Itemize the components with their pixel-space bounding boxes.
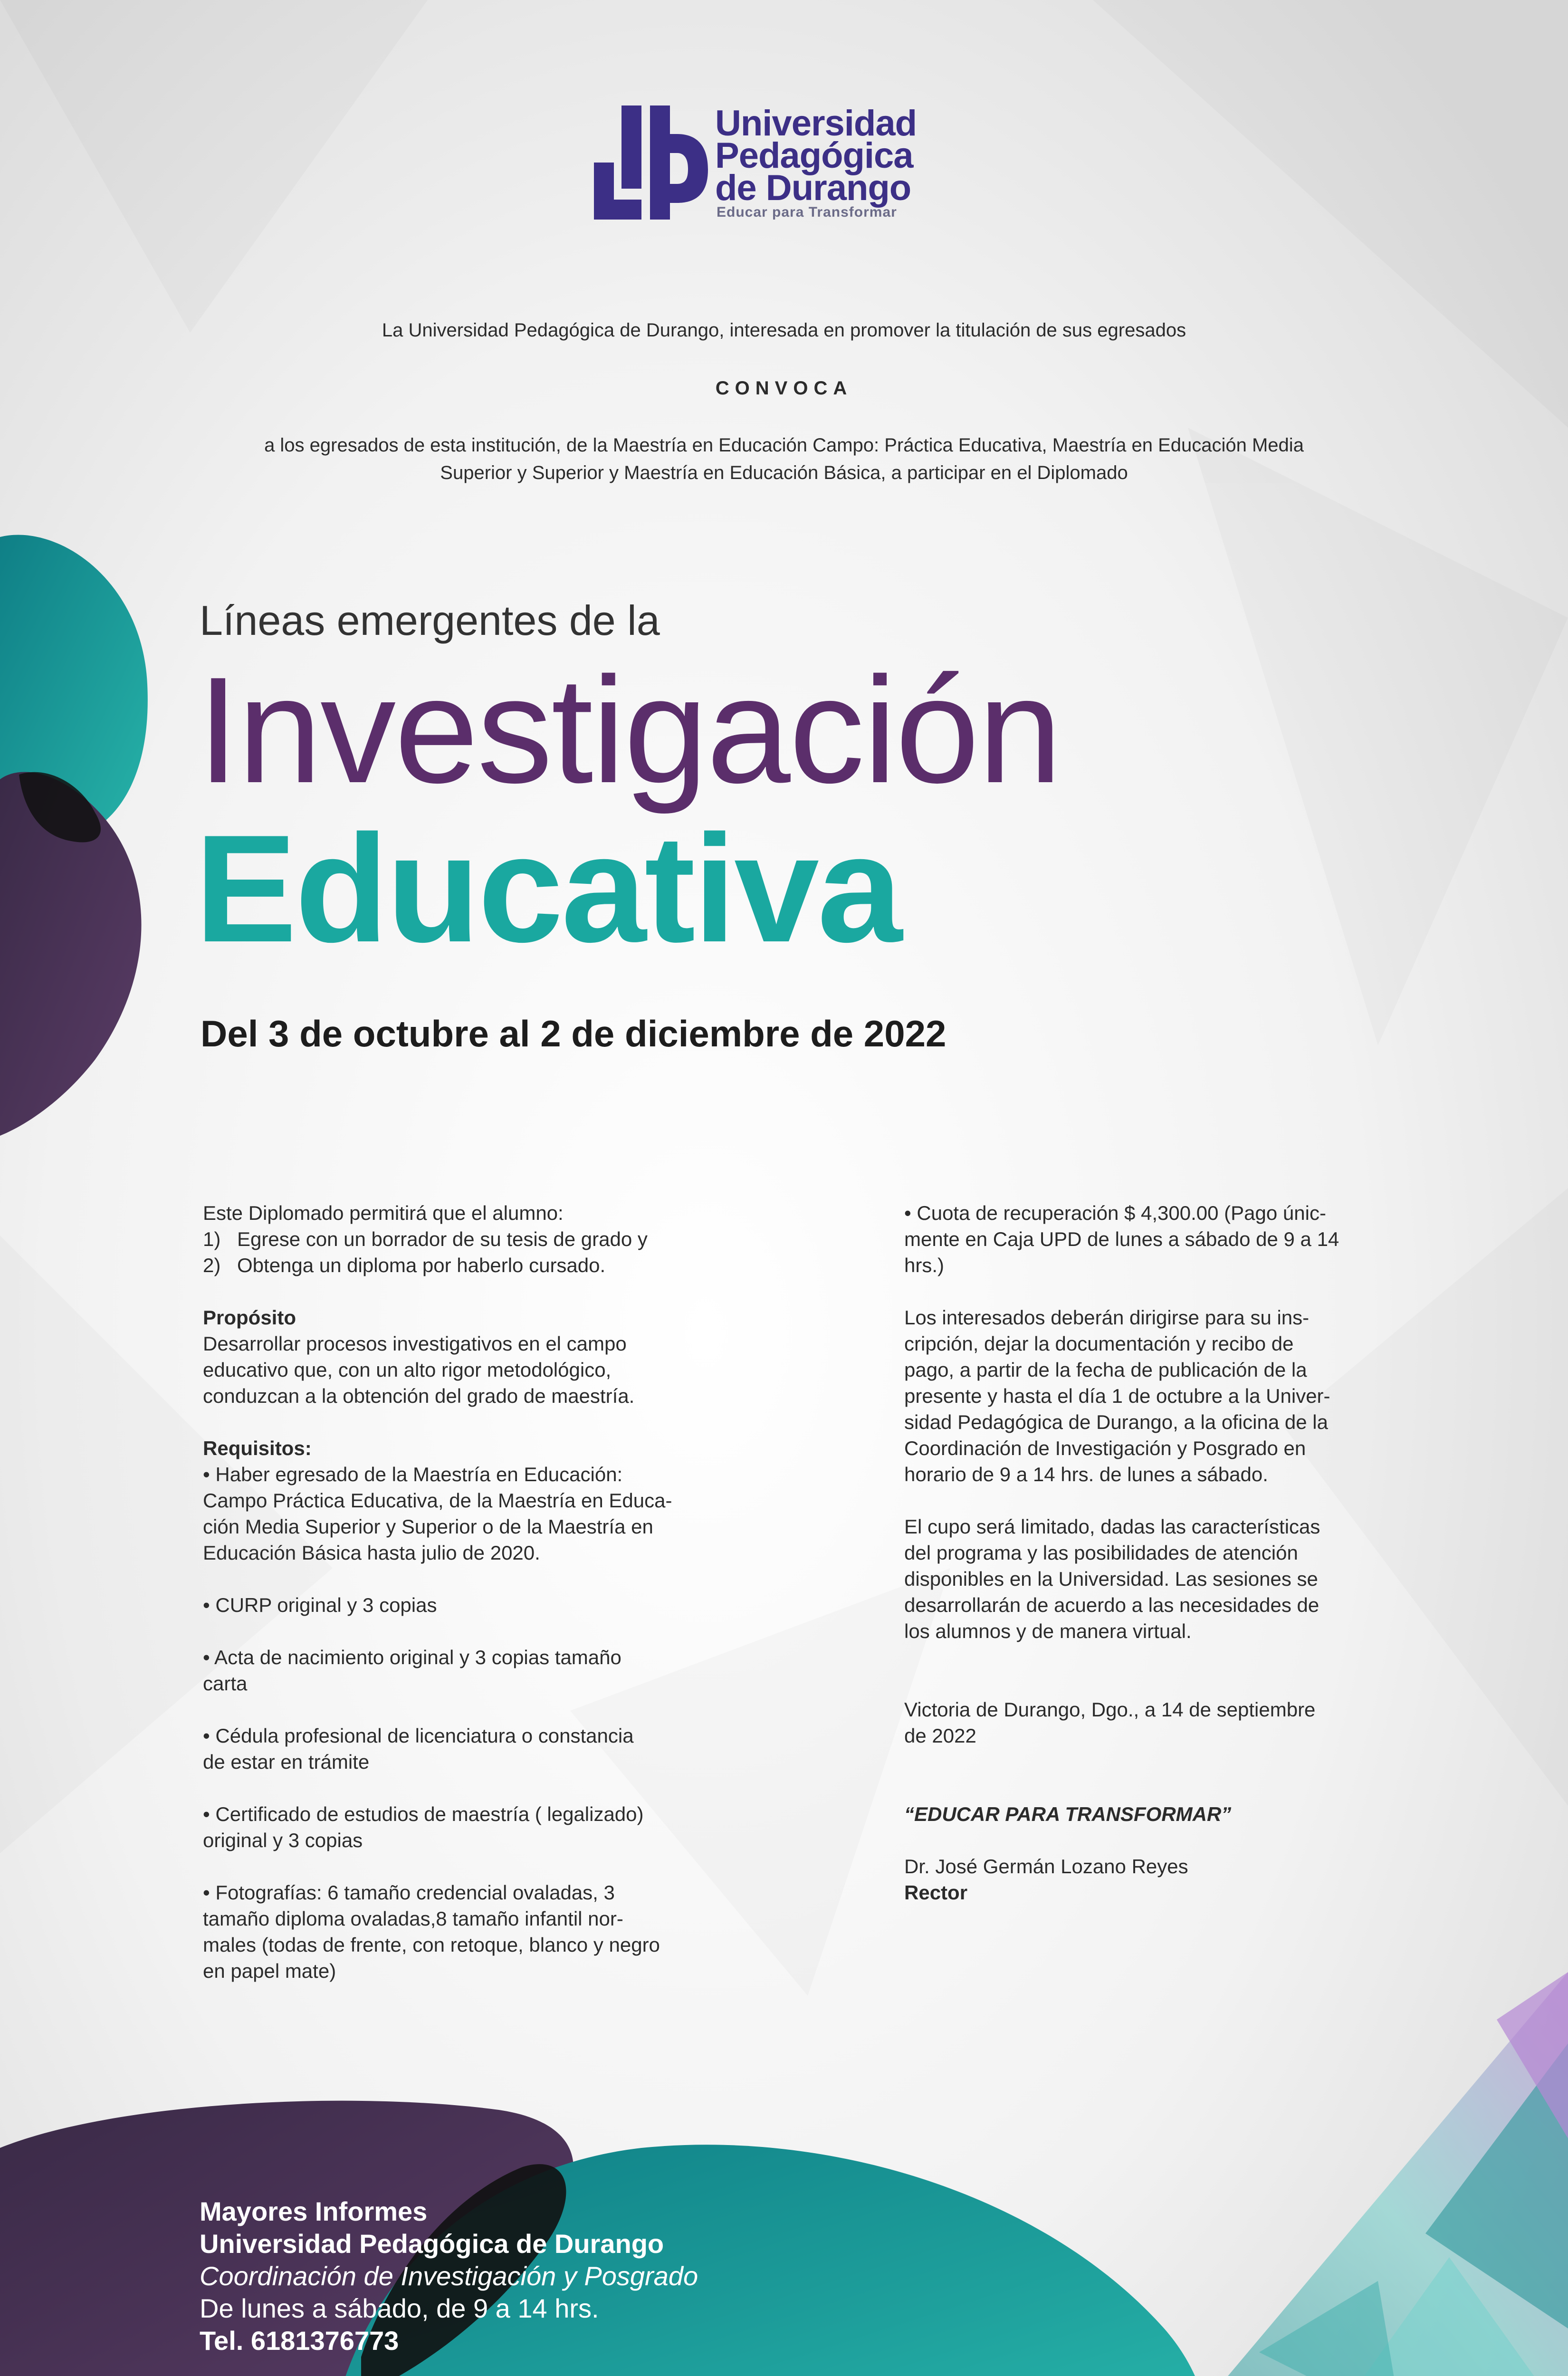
- contact-hours: De lunes a sábado, de 9 a 14 hrs.: [200, 2293, 599, 2323]
- objective-item-1: 1) Egrese con un borrador de su tesis de grado y: [203, 1228, 648, 1250]
- convoca-heading: CONVOCA: [715, 378, 853, 399]
- objective-item-2: 2) Obtenga un diploma por haberlo cursado.: [203, 1254, 606, 1276]
- intro-line-1: La Universidad Pedagógica de Durango, interesada en promover la titulación de sus egresados: [382, 320, 1186, 341]
- requirement-item: en papel mate): [203, 1960, 336, 1982]
- registration-text: sidad Pedagógica de Durango, a la oficina de la: [904, 1411, 1328, 1433]
- logo-line-2: Pedagógica: [715, 135, 913, 176]
- logo-line-1: Universidad: [715, 103, 917, 144]
- purpose-heading: Propósito: [203, 1306, 296, 1329]
- requirement-item: • Acta de nacimiento original y 3 copias tamaño: [203, 1646, 621, 1668]
- requirement-item: tamaño diploma ovaladas,8 tamaño infantil nor-: [203, 1907, 623, 1930]
- registration-text: presente y hasta el día 1 de octubre a la Univer-: [904, 1385, 1330, 1407]
- registration-text: Coordinación de Investigación y Posgrado en: [904, 1437, 1306, 1459]
- fee-text: • Cuota de recuperación $ 4,300.00 (Pago únic-: [904, 1202, 1326, 1224]
- requirement-item: de estar en trámite: [203, 1751, 370, 1773]
- purpose-text: conduzcan a la obtención del grado de maestría.: [203, 1385, 635, 1407]
- requirement-item: • Haber egresado de la Maestría en Educación:: [203, 1463, 623, 1485]
- right-column: [904, 1200, 1413, 1906]
- signer-name: Dr. José Germán Lozano Reyes: [904, 1855, 1188, 1878]
- registration-text: cripción, dejar la documentación y recibo de: [904, 1332, 1294, 1355]
- contact-heading: Mayores Informes: [200, 2196, 428, 2226]
- upd-logo-icon: [594, 105, 708, 222]
- requirement-item: • CURP original y 3 copias: [203, 1594, 437, 1616]
- capacity-text: desarrollarán de acuerdo a las necesidades de: [904, 1594, 1319, 1616]
- contact-university: Universidad Pedagógica de Durango: [200, 2229, 664, 2259]
- left-column: [203, 1200, 721, 1984]
- requirement-item: • Cédula profesional de licenciatura o constancia: [203, 1725, 634, 1747]
- contact-phone: Tel. 6181376773: [200, 2326, 399, 2356]
- diploma-subtitle: Líneas emergentes de la: [200, 597, 660, 644]
- place-date: de 2022: [904, 1725, 976, 1747]
- capacity-text: del programa y las posibilidades de atención: [904, 1542, 1298, 1564]
- fee-text: hrs.): [904, 1254, 944, 1276]
- logo-line-3: de Durango: [715, 168, 911, 208]
- registration-text: pago, a partir de la fecha de publicación de la: [904, 1359, 1307, 1381]
- diploma-dates: Del 3 de octubre al 2 de diciembre de 2022: [201, 1013, 947, 1054]
- registration-text: Los interesados deberán dirigirse para su ins-: [904, 1306, 1310, 1329]
- diploma-title-2: Educativa: [195, 804, 901, 974]
- requirement-item: original y 3 copias: [203, 1829, 363, 1851]
- fee-text: mente en Caja UPD de lunes a sábado de 9 a 14: [904, 1228, 1339, 1250]
- contact-office: Coordinación de Investigación y Posgrado: [200, 2261, 698, 2291]
- capacity-text: El cupo será limitado, dadas las características: [904, 1515, 1320, 1538]
- requirement-item: • Certificado de estudios de maestría ( legalizado): [203, 1803, 644, 1825]
- requirement-item: ción Media Superior y Superior o de la Maestría en: [203, 1515, 653, 1538]
- requirements-heading: Requisitos:: [203, 1437, 312, 1459]
- requirement-item: Educación Básica hasta julio de 2020.: [203, 1542, 540, 1564]
- intro-line-2: a los egresados de esta institución, de la Maestría en Educación Campo: Práctica Educativa, Maestría en Educación Media: [264, 435, 1304, 456]
- university-logo: [594, 105, 955, 224]
- requirement-item: • Fotografías: 6 tamaño credencial ovaladas, 3: [203, 1881, 615, 1904]
- motto: “EDUCAR PARA TRANSFORMAR”: [904, 1803, 1232, 1825]
- intro-line-3: Superior y Superior y Maestría en Educación Básica, a participar en el Diplomado: [440, 462, 1128, 483]
- contact-info: [200, 2195, 698, 2357]
- signer-role: Rector: [904, 1881, 968, 1904]
- requirement-item: Campo Práctica Educativa, de la Maestría en Educa-: [203, 1489, 672, 1512]
- requirement-item: carta: [203, 1672, 248, 1695]
- requirement-item: males (todas de frente, con retoque, blanco y negro: [203, 1934, 660, 1956]
- objective-intro: Este Diplomado permitirá que el alumno:: [203, 1202, 564, 1224]
- registration-text: horario de 9 a 14 hrs. de lunes a sábado.: [904, 1463, 1268, 1485]
- logo-slogan: Educar para Transformar: [717, 204, 897, 220]
- capacity-text: disponibles en la Universidad. Las sesiones se: [904, 1568, 1318, 1590]
- capacity-text: los alumnos y de manera virtual.: [904, 1620, 1192, 1642]
- place-date: Victoria de Durango, Dgo., a 14 de septiembre: [904, 1698, 1316, 1721]
- purpose-text: educativo que, con un alto rigor metodológico,: [203, 1359, 612, 1381]
- purpose-text: Desarrollar procesos investigativos en el campo: [203, 1332, 627, 1355]
- diploma-title-1: Investigación: [197, 646, 1061, 814]
